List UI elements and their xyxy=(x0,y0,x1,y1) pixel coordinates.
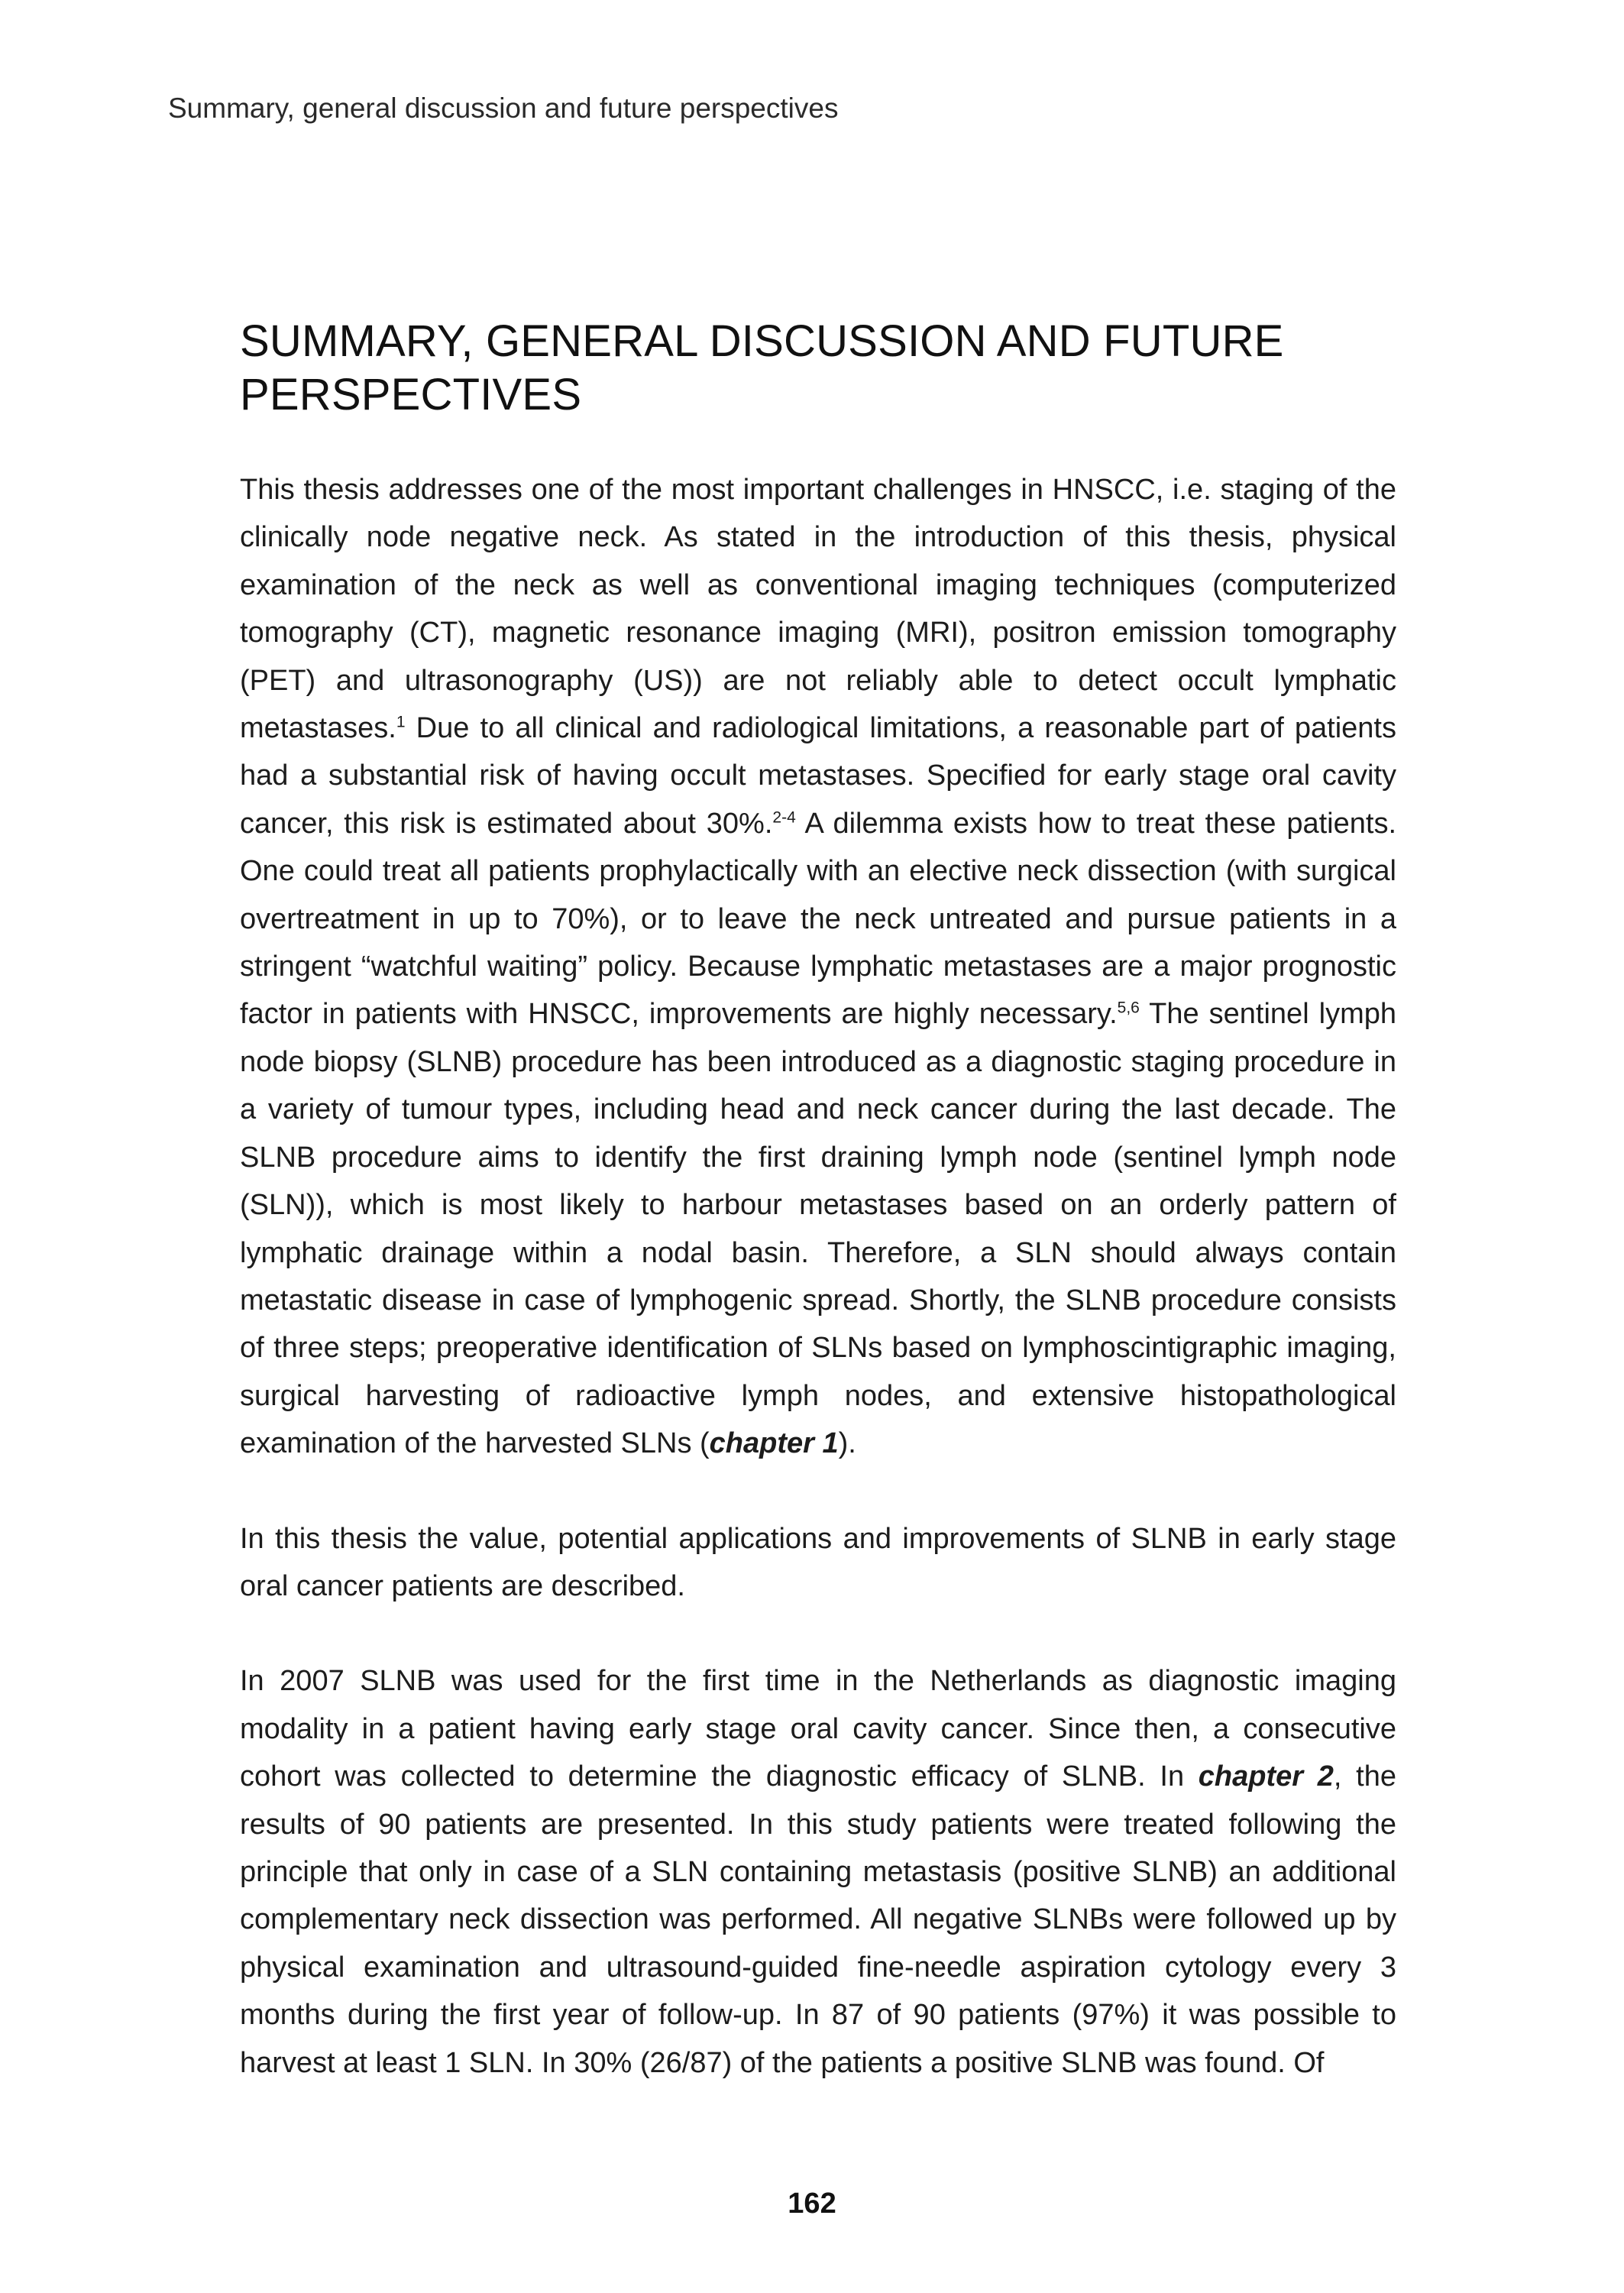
paragraph-text: A dilemma exists how to treat these patients. One could treat all patients prophylactically with an elective neck dissection (with surgical overtreatment in up to 70%), or to leave the neck untreated and pursue patients in a stringent “watchful waiting” policy. Because lymphatic metastases are a major prognostic factor in patients with HNSCC, improvements are highly necessary. xyxy=(240,807,1396,1031)
chapter-reference: chapter 2 xyxy=(1198,1760,1334,1793)
paragraph-text: ). xyxy=(838,1427,856,1460)
reference-superscript: 1 xyxy=(396,713,406,731)
reference-superscript: 2-4 xyxy=(772,808,796,827)
paragraph-chapter-2 xyxy=(240,1657,1396,2087)
paragraph-text: Due to all clinical and radiological limitations, a reasonable part of patients had a substantial risk of having occult metastases. Specified for early stage oral cavity cancer, this risk is estimated about 30%. xyxy=(240,712,1396,840)
reference-superscript: 5,6 xyxy=(1117,999,1140,1017)
chapter-reference: chapter 1 xyxy=(709,1427,839,1460)
page-content xyxy=(240,315,1396,2134)
page-number: 162 xyxy=(788,2188,836,2220)
chapter-title-line-2: PERSPECTIVES xyxy=(240,370,582,419)
paragraph-text: , the results of 90 patients are presented. In this study patients were treated following the principle that only in case of a SLN containing metastasis (positive SLNB) an additional complementary neck dissection was performed. All negative SLNBs were followed up by physical examination and ultrasound-guided fine-needle aspiration cytology every 3 months during the first year of follow-up. In 87 of 90 patients (97%) it was possible to harvest at least 1 SLN. In 30% (26/87) of the patients a positive SLNB was found. Of xyxy=(240,1760,1396,2079)
paragraph-text: In 2007 SLNB was used for the first time in the Netherlands as diagnostic imaging modality in a patient having early stage oral cavity cancer. Since then, a consecutive cohort was collected to determine the diagnostic efficacy of SLNB. In xyxy=(240,1665,1396,1793)
paragraph-text: The sentinel lymph node biopsy (SLNB) procedure has been introduced as a diagnostic staging procedure in a variety of tumour types, including head and neck cancer during the last decade. The SLNB procedure aims to identify the first draining lymph node (sentinel lymph node (SLN)), which is most likely to harbour metastases based on an orderly pattern of lymphatic drainage within a nodal basin. Therefore, a SLN should always contain metastatic disease in case of lymphogenic spread. Shortly, the SLNB procedure consists of three steps; preoperative identification of SLNs based on lymphoscintigraphic imaging, surgical harvesting of radioactive lymph nodes, and extensive histopathological examination of the harvested SLNs ( xyxy=(240,998,1396,1460)
paragraph-text: This thesis addresses one of the most important challenges in HNSCC, i.e. staging of the clinically node negative neck. As stated in the introduction of this thesis, physical examination of the neck as well as conventional imaging techniques (computerized tomography (CT), magnetic resonance imaging (MRI), positron emission tomography (PET) and ultrasonography (US)) are not reliably able to detect occult lymphatic metastases. xyxy=(240,474,1396,745)
chapter-title-line-1: SUMMARY, GENERAL DISCUSSION AND FUTURE xyxy=(240,316,1284,366)
paragraph-scope: In this thesis the value, potential applications and improvements of SLNB in early stage oral cancer patients are described. xyxy=(240,1522,1396,1602)
chapter-title xyxy=(240,315,1396,422)
running-header: Summary, general discussion and future perspectives xyxy=(168,92,839,124)
paragraph-introduction xyxy=(240,466,1396,1468)
